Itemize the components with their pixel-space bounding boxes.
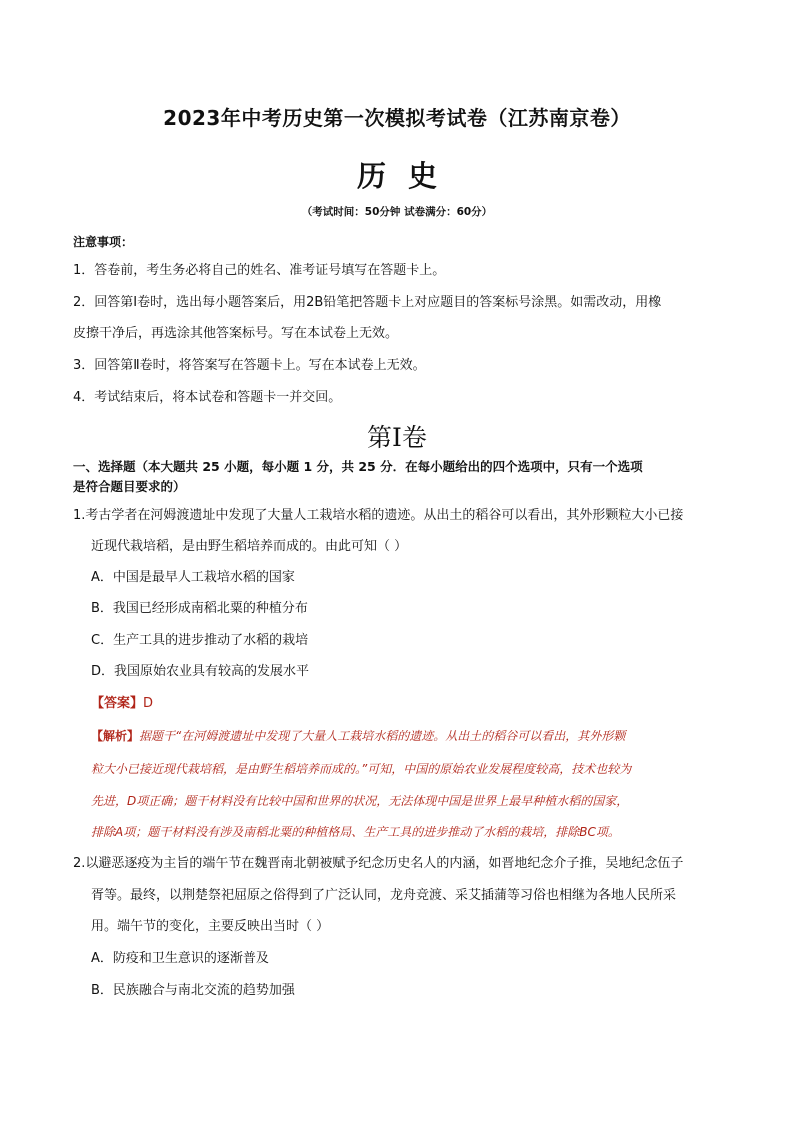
question-1-option-b: B．我国已经形成南稻北粟的种植分布 — [91, 601, 308, 616]
volume-title: 第Ⅰ卷 — [367, 423, 427, 452]
section-heading-cont: 是符合题目要求的） — [73, 479, 186, 494]
notice-item-1: 1．答卷前，考生务必将自己的姓名、准考证号填写在答题卡上。 — [73, 263, 446, 278]
exam-title: 2023年中考历史第一次模拟考试卷（江苏南京卷） — [163, 106, 631, 130]
question-1-option-d: D．我国原始农业具有较高的发展水平 — [91, 664, 310, 679]
question-1-analysis-line-2: 粒大小已接近现代栽培稻，是由野生稻培养而成的。”可知，中国的原始农业发展程度较高，技术也较为 — [91, 762, 632, 776]
question-2-option-a: A．防疫和卫生意识的逐渐普及 — [91, 951, 269, 966]
section-heading: 一、选择题（本大题共 25 小题，每小题 1 分，共 25 分．在每小题给出的四个选项中，只有一个选项 — [73, 459, 643, 474]
question-2-stem-cont-2: 用。端午节的变化，主要反映出当时（ ） — [91, 919, 330, 934]
notice-item-3: 3．回答第Ⅱ卷时，将答案写在答题卡上。写在本试卷上无效。 — [73, 358, 426, 373]
question-2-stem: 2.以避恶逐疫为主旨的端午节在魏晋南北朝被赋予纪念历史名人的内涵，如晋地纪念介子推，吴地纪念伍子 — [73, 856, 684, 871]
analysis-text: 据题干“在河姆渡遗址中发现了大量人工栽培水稻的遗迹。从出土的稻谷可以看出，其外形颗 — [139, 729, 626, 743]
question-2-option-b: B．民族融合与南北交流的趋势加强 — [91, 983, 295, 998]
question-1-option-a: A．中国是最早人工栽培水稻的国家 — [91, 570, 295, 585]
exam-time-score: （考试时间：50分钟 试卷满分：60分） — [301, 206, 493, 218]
question-1-analysis-line-3: 先进，D项正确；题干材料没有比较中国和世界的状况，无法体现中国是世界上最早种植水稻的国家， — [91, 794, 629, 808]
notice-title: 注意事项： — [73, 235, 134, 249]
question-1-stem-cont: 近现代栽培稻，是由野生稻培养而成的。由此可知（ ） — [91, 539, 408, 554]
question-1-answer — [91, 695, 751, 713]
answer-value: D — [143, 696, 154, 711]
notice-item-4: 4．考试结束后，将本试卷和答题卡一并交回。 — [73, 390, 342, 405]
answer-tag: 【答案】 — [91, 696, 144, 711]
question-1-stem: 1.考古学者在河姆渡遗址中发现了大量人工栽培水稻的遗迹。从出土的稻谷可以看出，其外形颗粒大小已接 — [73, 508, 684, 523]
notice-item-2: 2．回答第Ⅰ卷时，选出每小题答案后，用2B铅笔把答题卡上对应题目的答案标号涂黑。如需改动，用橡 — [73, 295, 662, 310]
question-1-analysis-line-4: 排除A项；题干材料没有涉及南稻北粟的种植格局、生产工具的进步推动了水稻的栽培，排除BC项。 — [91, 825, 620, 839]
analysis-tag: 【解析】 — [91, 729, 140, 743]
question-1-analysis-line-1 — [91, 727, 721, 745]
question-1-option-c: C．生产工具的进步推动了水稻的栽培 — [91, 633, 309, 648]
notice-item-2-cont: 皮擦干净后，再选涂其他答案标号。写在本试卷上无效。 — [73, 326, 399, 341]
subject-heading: 历史 — [356, 159, 459, 193]
question-2-stem-cont-1: 胥等。最终，以荆楚祭祀屈原之俗得到了广泛认同，龙舟竞渡、采艾插蒲等习俗也相继为各地人民所采 — [91, 888, 677, 903]
